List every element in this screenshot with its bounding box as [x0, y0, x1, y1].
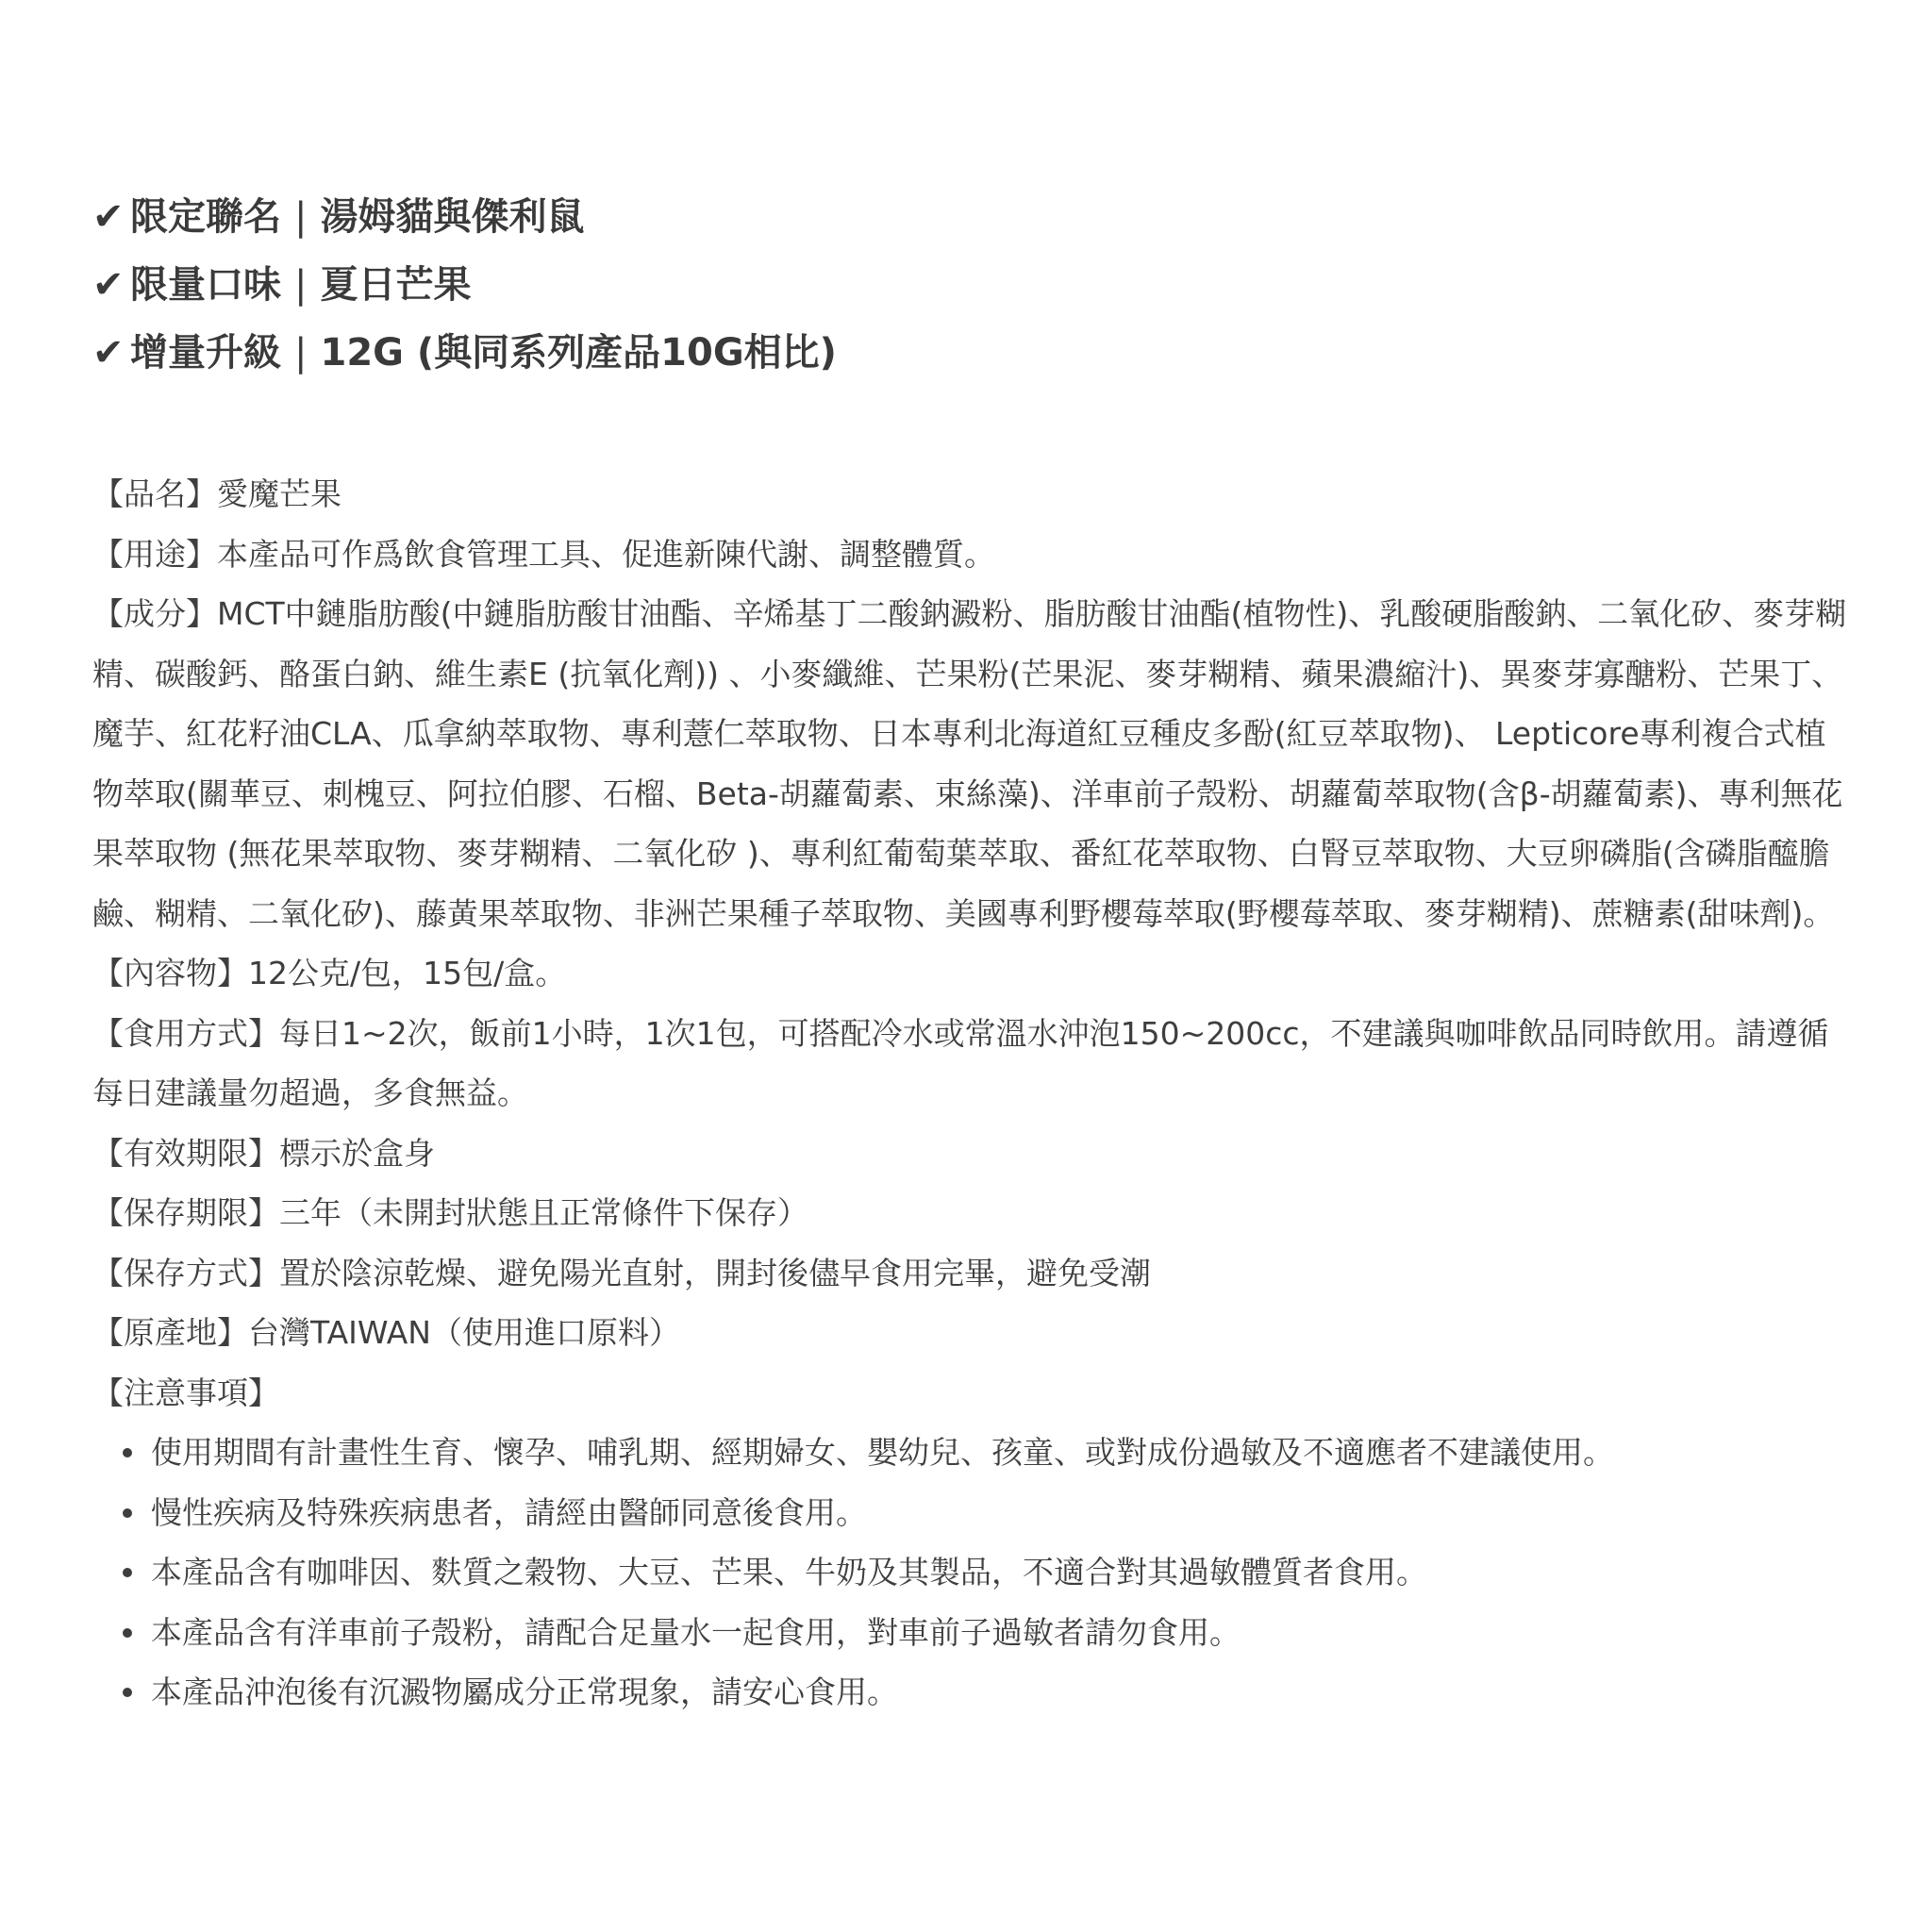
info-ingredients: [92, 584, 1857, 943]
highlights-list: [92, 187, 1857, 391]
storage-label: 【保存方式】: [92, 1254, 279, 1291]
list-item: [151, 1542, 1857, 1603]
highlight-collab: [92, 187, 1857, 255]
name-value: 愛魔芒果: [217, 475, 341, 512]
ingredients-value: MCT中鏈脂肪酸(中鏈脂肪酸甘油酯、辛烯基丁二酸鈉澱粉、脂肪酸甘油酯(植物性)、乳酸硬脂酸鈉、二氧化矽、麥芽糊精、碳酸鈣、酪蛋白鈉、維生素E (抗氧化劑)) 、小麥纖維、芒果粉(芒果泥、麥芽糊精、蘋果濃縮汁)、異麥芽寡醣粉、芒果丁、魔芋、紅花籽油CLA、瓜拿納萃取物、專利薏仁萃取物、日本專利北海道紅豆種皮多酚(紅豆萃取物)、 Lepticore專利複合式植物萃取(關華豆、刺槐豆、阿拉伯膠、石榴、Beta-胡蘿蔔素、束絲藻)、洋車前子殼粉、胡蘿蔔萃取物(含β-胡蘿蔔素)、專利無花果萃取物 (無花果萃取物、麥芽糊精、二氧化矽 )、專利紅葡萄葉萃取、番紅花萃取物、白腎豆萃取物、大豆卵磷脂(含磷脂醯膽鹼、糊精、二氧化矽)、藤黃果萃取物、非洲芒果種子萃取物、美國專利野櫻莓萃取(野櫻莓萃取、麥芽糊精)、蔗糖素(甜味劑)。: [92, 595, 1847, 932]
shelf-value: 三年（未開封狀態且正常條件下保存）: [279, 1194, 808, 1231]
use-label: 【用途】: [92, 535, 217, 573]
note-text: 本產品含有洋車前子殼粉，請配合足量水一起食用，對車前子過敏者請勿食用。: [151, 1613, 1241, 1651]
product-spec-sheet: [92, 187, 1857, 1723]
highlight-value: 湯姆貓與傑利鼠: [320, 195, 585, 239]
bullet-icon: [123, 1688, 132, 1697]
origin-label: 【原產地】: [92, 1314, 248, 1351]
info-shelf-life: [92, 1183, 1857, 1243]
bullet-icon: [123, 1628, 132, 1638]
highlight-label: 限量口味: [130, 263, 281, 307]
notes-list: [92, 1423, 1857, 1723]
note-text: 慢性疾病及特殊疾病患者，請經由醫師同意後食用。: [151, 1493, 867, 1531]
note-text: 使用期間有計畫性生育、懷孕、哺乳期、經期婦女、嬰幼兒、孩童、或對成份過敏及不適應者不建議使用。: [151, 1434, 1614, 1471]
info-origin: [92, 1303, 1857, 1363]
info-name: [92, 464, 1857, 525]
list-item: [151, 1603, 1857, 1663]
note-text: 本產品含有咖啡因、麩質之穀物、大豆、芒果、牛奶及其製品，不適合對其過敏體質者食用。: [151, 1554, 1427, 1591]
bullet-icon: [123, 1448, 132, 1457]
contents-value: 12公克/包，15包/盒。: [248, 955, 567, 991]
expiry-value: 標示於盒身: [279, 1134, 435, 1172]
highlight-value: 12G (與同系列產品10G相比): [320, 331, 837, 375]
highlight-flavor: [92, 255, 1857, 323]
separator: |: [294, 263, 308, 307]
highlight-upgrade: [92, 323, 1857, 391]
info-notes-heading: [92, 1363, 1857, 1424]
bullet-icon: [123, 1568, 132, 1577]
info-storage: [92, 1243, 1857, 1304]
product-info: [92, 464, 1857, 1723]
info-use: [92, 525, 1857, 585]
contents-label: 【內容物】: [92, 955, 248, 991]
check-icon: ✔: [92, 263, 125, 307]
info-contents: [92, 943, 1857, 1004]
separator: |: [294, 195, 308, 239]
highlight-value: 夏日芒果: [320, 263, 472, 307]
note-text: 本產品沖泡後有沉澱物屬成分正常現象，請安心食用。: [151, 1674, 898, 1710]
list-item: [151, 1423, 1857, 1483]
use-value: 本產品可作爲飲食管理工具、促進新陳代謝、調整體質。: [217, 535, 995, 573]
expiry-label: 【有效期限】: [92, 1134, 279, 1172]
separator: |: [294, 331, 308, 375]
ingredients-label: 【成分】: [92, 595, 217, 632]
usage-label: 【食用方式】: [92, 1014, 279, 1052]
shelf-label: 【保存期限】: [92, 1194, 279, 1231]
name-label: 【品名】: [92, 475, 217, 512]
check-icon: ✔: [92, 331, 125, 375]
origin-value: 台灣TAIWAN（使用進口原料）: [248, 1314, 680, 1351]
info-expiry: [92, 1124, 1857, 1184]
notes-label: 【注意事項】: [92, 1374, 279, 1411]
storage-value: 置於陰涼乾燥、避免陽光直射，開封後儘早食用完畢，避免受潮: [279, 1254, 1151, 1291]
bullet-icon: [123, 1508, 132, 1518]
highlight-label: 增量升級: [130, 331, 281, 375]
info-usage: [92, 1004, 1857, 1124]
list-item: [151, 1662, 1857, 1723]
check-icon: ✔: [92, 195, 125, 239]
highlight-label: 限定聯名: [130, 195, 281, 239]
usage-value: 每日1~2次，飯前1小時，1次1包，可搭配冷水或常溫水沖泡150~200cc，不建議與咖啡飲品同時飲用。請遵循每日建議量勿超過，多食無益。: [92, 1014, 1829, 1111]
list-item: [151, 1483, 1857, 1543]
